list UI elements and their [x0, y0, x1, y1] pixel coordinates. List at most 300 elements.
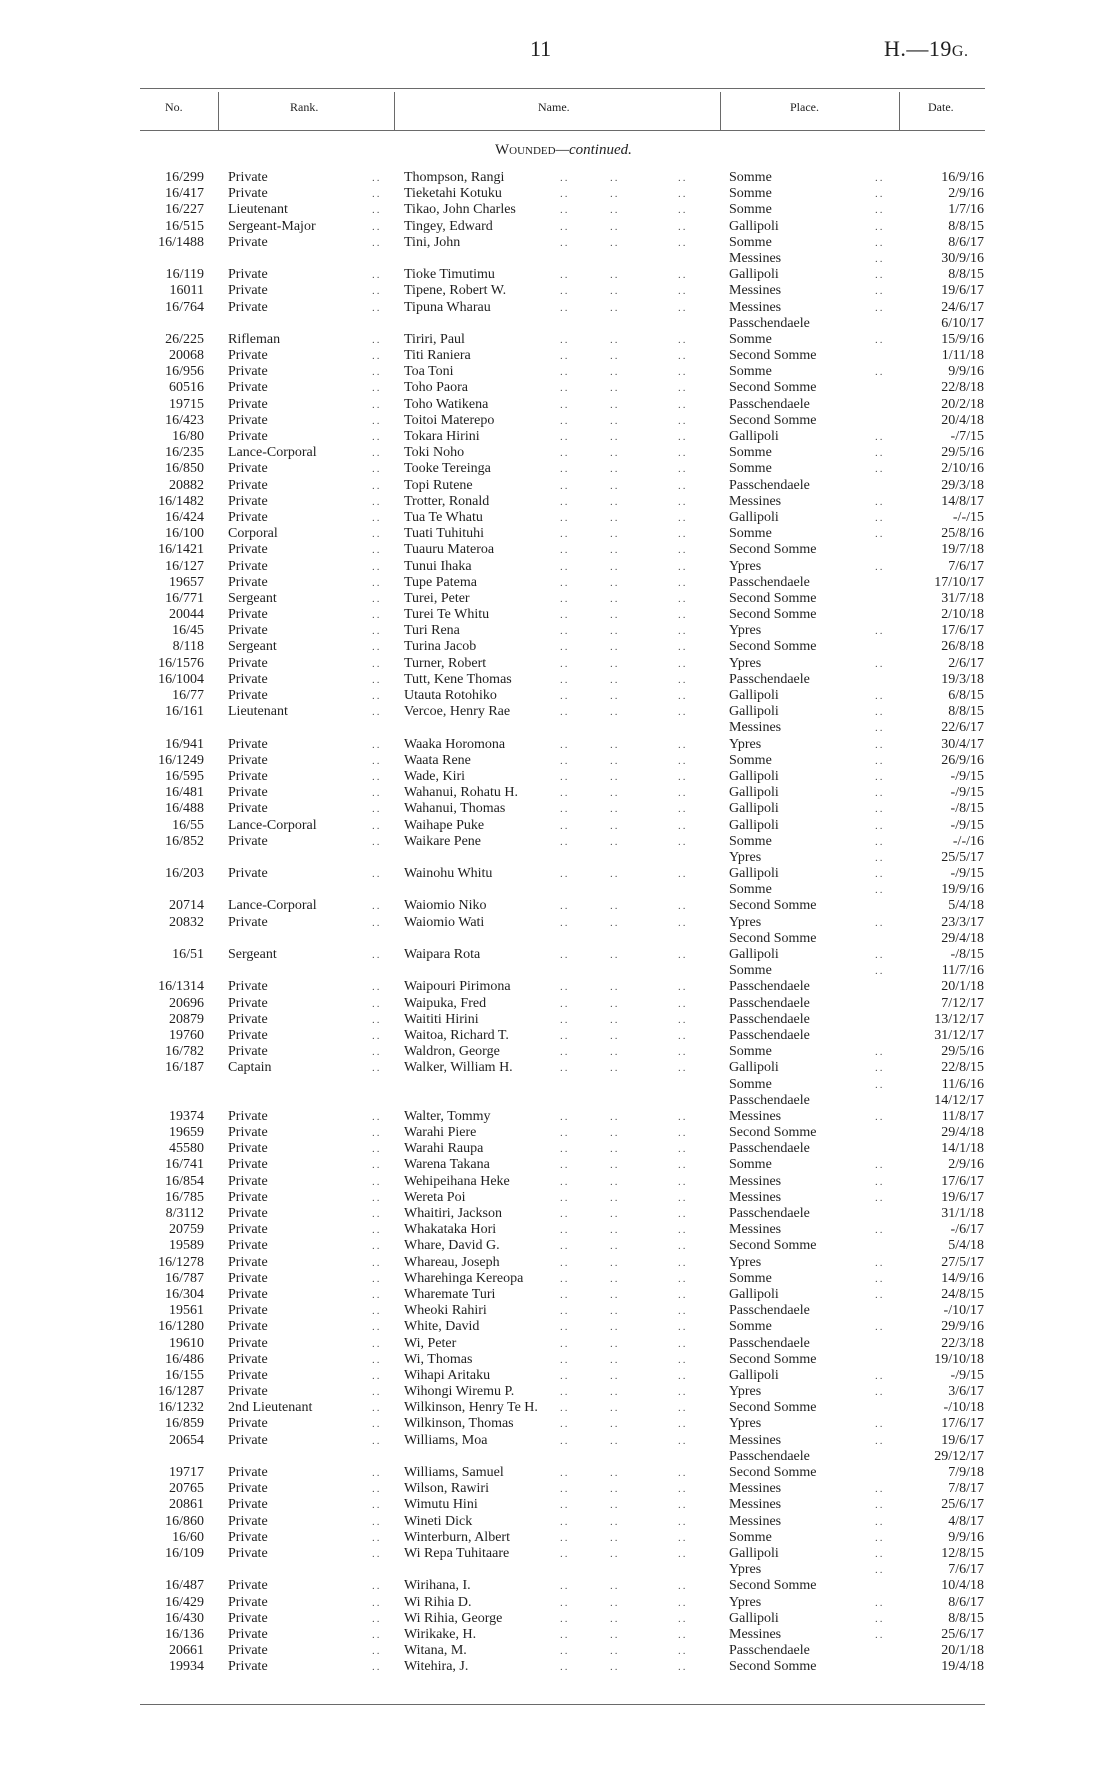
leader-dots: ..	[678, 382, 688, 395]
leader-dots: ..	[678, 1369, 688, 1382]
cell-date: 17/10/17	[934, 574, 984, 590]
cell-rank: Private	[228, 429, 268, 444]
cell-date: 22/3/18	[941, 1335, 984, 1351]
leader-dots: ..	[610, 657, 620, 670]
leader-dots: ..	[678, 1547, 688, 1560]
table-row	[0, 1546, 1114, 1562]
leader-dots: ..	[372, 172, 382, 184]
leader-dots: ..	[875, 285, 885, 298]
leader-dots: ..	[678, 1175, 688, 1188]
cell-rank: Private	[228, 493, 268, 509]
cell-date: 2/6/17	[948, 655, 984, 671]
leader-dots: ..	[610, 641, 620, 654]
leader-dots: ..	[610, 1369, 620, 1382]
cell-place: Messines	[729, 250, 782, 266]
cell-number: 16/481	[165, 785, 204, 801]
leader-dots: ..	[678, 835, 688, 848]
leader-dots: ..	[560, 333, 570, 346]
leader-dots: ..	[875, 1418, 885, 1431]
cell-number: 8/3112	[165, 1206, 204, 1221]
leader-dots: ..	[560, 949, 570, 961]
leader-dots: ..	[372, 1288, 382, 1301]
table-row	[0, 1077, 1114, 1093]
leader-dots: ..	[560, 204, 570, 217]
cell-number: 16/1314	[158, 979, 204, 995]
leader-dots: ..	[678, 1191, 688, 1204]
cell-place: Messines	[729, 1108, 782, 1124]
cell-date: 25/8/16	[941, 526, 984, 542]
leader-dots: ..	[560, 803, 570, 816]
leader-dots: ..	[875, 269, 885, 282]
leader-dots: ..	[372, 803, 382, 816]
header-top-rule	[140, 88, 985, 89]
cell-number: 16/161	[165, 704, 204, 720]
leader-dots: ..	[678, 1240, 688, 1253]
cell-rank: Private	[228, 688, 268, 703]
cell-rank: Rifleman	[228, 331, 281, 347]
leader-dots: ..	[875, 1272, 885, 1285]
cell-rank: Private	[228, 509, 268, 525]
cell-date: 19/9/16	[941, 882, 984, 898]
cell-rank: Private	[228, 461, 268, 477]
leader-dots: ..	[372, 1467, 382, 1479]
cell-place: Somme	[729, 170, 772, 185]
table-row	[0, 1125, 1114, 1141]
cell-rank: Private	[228, 866, 268, 882]
leader-dots: ..	[560, 1062, 570, 1075]
leader-dots: ..	[678, 819, 688, 832]
table-row	[0, 1336, 1114, 1352]
leader-dots: ..	[678, 1531, 688, 1544]
cell-place: Somme	[729, 445, 772, 461]
leader-dots: ..	[560, 285, 570, 298]
leader-dots: ..	[678, 528, 688, 541]
table-row	[0, 704, 1114, 720]
table-row	[0, 1481, 1114, 1497]
cell-place: Gallipoli	[729, 509, 779, 525]
cell-name: Tioke Timutimu	[404, 267, 495, 283]
leader-dots: ..	[678, 1386, 688, 1399]
leader-dots: ..	[875, 1434, 885, 1447]
cell-rank: Private	[228, 267, 268, 283]
leader-dots: ..	[875, 851, 885, 864]
leader-dots: ..	[560, 770, 570, 783]
cell-rank: Private	[228, 283, 268, 299]
leader-dots: ..	[678, 301, 688, 314]
leader-dots: ..	[372, 576, 382, 589]
cell-number: 16/764	[165, 299, 204, 315]
leader-dots: ..	[372, 528, 382, 541]
header-no: No.	[165, 100, 183, 114]
table-row	[0, 882, 1114, 898]
leader-dots: ..	[610, 690, 620, 702]
cell-date: 30/9/16	[941, 250, 984, 266]
page-number: 11	[530, 36, 552, 61]
leader-dots: ..	[372, 301, 382, 314]
cell-place: Ypres	[729, 1254, 762, 1270]
leader-dots: ..	[560, 673, 570, 686]
cell-date: 2/9/16	[948, 1157, 984, 1173]
cell-date: 29/4/18	[941, 930, 984, 946]
cell-place: Passchendaele	[729, 1448, 810, 1464]
cell-place: Ypres	[729, 736, 762, 752]
cell-date: 7/6/17	[948, 1562, 984, 1578]
cell-name: Waititi Hirini	[404, 1011, 479, 1027]
cell-number: 16/771	[165, 590, 204, 606]
cell-rank: Private	[228, 979, 268, 995]
table-row	[0, 461, 1114, 477]
table-row	[0, 1141, 1114, 1157]
leader-dots: ..	[560, 1483, 570, 1496]
cell-place: Passchendaele	[729, 315, 810, 331]
cell-place: Somme	[729, 186, 772, 202]
cell-number: 20879	[169, 1011, 204, 1027]
cell-number: 16/155	[165, 1367, 204, 1383]
leader-dots: ..	[610, 1305, 620, 1318]
leader-dots: ..	[372, 1208, 382, 1220]
cell-name: Tuati Tuhituhi	[404, 526, 485, 542]
cell-date: 3/6/17	[948, 1384, 984, 1400]
cell-date: 19/3/18	[941, 671, 984, 687]
leader-dots: ..	[372, 1143, 382, 1156]
leader-dots: ..	[678, 657, 688, 670]
header-place: Place.	[790, 100, 819, 114]
cell-rank: Lance-Corporal	[228, 817, 317, 833]
cell-number: 19760	[169, 1027, 204, 1043]
leader-dots: ..	[610, 511, 620, 524]
leader-dots: ..	[678, 787, 688, 800]
table-row	[0, 818, 1114, 834]
cell-place: Somme	[729, 963, 772, 979]
cell-name: Waiomio Niko	[404, 898, 487, 914]
leader-dots: ..	[610, 1110, 620, 1123]
leader-dots: ..	[678, 997, 688, 1010]
cell-rank: Private	[228, 396, 268, 412]
leader-dots: ..	[372, 269, 382, 282]
cell-name: Titi Raniera	[404, 348, 471, 364]
cell-name: Wilkinson, Henry Te H.	[404, 1400, 538, 1416]
cell-place: Somme	[729, 882, 772, 898]
leader-dots: ..	[610, 673, 620, 686]
cell-place: Passchendaele	[729, 995, 810, 1011]
leader-dots: ..	[560, 1353, 570, 1366]
leader-dots: ..	[560, 269, 570, 282]
leader-dots: ..	[610, 1661, 620, 1674]
cell-date: -/8/15	[950, 947, 984, 962]
leader-dots: ..	[560, 431, 570, 443]
cell-date: 24/8/15	[941, 1286, 984, 1302]
leader-dots: ..	[610, 1402, 620, 1415]
leader-dots: ..	[372, 1499, 382, 1512]
cell-rank: Private	[228, 1626, 268, 1642]
footer-rule	[140, 1704, 985, 1705]
leader-dots: ..	[678, 1159, 688, 1172]
leader-dots: ..	[875, 1321, 885, 1334]
cell-rank: Sergeant	[228, 590, 277, 606]
cell-rank: Private	[228, 1432, 268, 1448]
cell-name: Warahi Piere	[404, 1125, 477, 1141]
leader-dots: ..	[560, 414, 570, 427]
leader-dots: ..	[610, 1467, 620, 1479]
leader-dots: ..	[560, 1143, 570, 1156]
table-row	[0, 996, 1114, 1012]
leader-dots: ..	[678, 1337, 688, 1350]
leader-dots: ..	[678, 333, 688, 346]
cell-name: Wineti Dick	[404, 1513, 473, 1529]
table-row	[0, 397, 1114, 413]
cell-rank: Private	[228, 1465, 268, 1480]
leader-dots: ..	[560, 1321, 570, 1334]
cell-place: Somme	[729, 1044, 772, 1060]
leader-dots: ..	[875, 1483, 885, 1496]
leader-dots: ..	[610, 1046, 620, 1059]
cell-name: Tikao, John Charles	[404, 202, 516, 218]
table-row	[0, 979, 1114, 995]
cell-number: 16/488	[165, 801, 204, 817]
leader-dots: ..	[610, 916, 620, 929]
table-row	[0, 1093, 1114, 1109]
leader-dots: ..	[610, 1580, 620, 1593]
cell-place: Somme	[729, 234, 772, 250]
leader-dots: ..	[372, 431, 382, 443]
leader-dots: ..	[875, 1159, 885, 1172]
cell-number: 16/941	[165, 736, 204, 752]
leader-dots: ..	[875, 949, 885, 961]
cell-place: Messines	[729, 299, 782, 315]
leader-dots: ..	[372, 1337, 382, 1350]
table-row	[0, 202, 1114, 218]
leader-dots: ..	[610, 1337, 620, 1350]
table-row	[0, 348, 1114, 364]
cell-number: 16/1421	[158, 542, 204, 558]
leader-dots: ..	[610, 382, 620, 395]
leader-dots: ..	[678, 1256, 688, 1269]
cell-number: 19657	[169, 574, 204, 590]
cell-place: Somme	[729, 1529, 772, 1545]
cell-number: 20765	[169, 1481, 204, 1497]
leader-dots: ..	[560, 544, 570, 557]
cell-rank: Private	[228, 1027, 268, 1043]
cell-rank: Private	[228, 1659, 268, 1675]
leader-dots: ..	[678, 673, 688, 686]
cell-place: Gallipoli	[729, 1545, 779, 1561]
cell-date: -/8/15	[950, 801, 984, 817]
leader-dots: ..	[372, 414, 382, 427]
cell-place: Second Somme	[729, 639, 817, 655]
cell-place: Somme	[729, 1270, 772, 1286]
cell-name: Turei Te Whitu	[404, 607, 490, 623]
cell-number: 16/1232	[158, 1400, 204, 1416]
leader-dots: ..	[372, 511, 382, 524]
table-row	[0, 1303, 1114, 1319]
leader-dots: ..	[875, 447, 885, 460]
leader-dots: ..	[678, 366, 688, 379]
document-code-main: H.—19	[884, 36, 952, 61]
cell-rank: Private	[228, 186, 268, 202]
cell-place: Gallipoli	[729, 688, 779, 703]
cell-date: 7/12/17	[941, 995, 984, 1011]
leader-dots: ..	[678, 1661, 688, 1674]
leader-dots: ..	[678, 916, 688, 929]
table-row	[0, 1271, 1114, 1287]
leader-dots: ..	[875, 528, 885, 541]
cell-name: Wheoki Rahiri	[404, 1303, 487, 1319]
leader-dots: ..	[610, 285, 620, 298]
cell-name: Waiomio Wati	[404, 914, 485, 930]
cell-rank: Private	[228, 607, 268, 623]
leader-dots: ..	[875, 803, 885, 816]
cell-place: Second Somme	[729, 1578, 817, 1594]
leader-dots: ..	[875, 722, 885, 735]
leader-dots: ..	[875, 1288, 885, 1301]
cell-name: Tini, John	[404, 234, 461, 250]
leader-dots: ..	[678, 1645, 688, 1658]
leader-dots: ..	[875, 1369, 885, 1382]
leader-dots: ..	[610, 576, 620, 589]
cell-name: Williams, Samuel	[404, 1465, 504, 1480]
leader-dots: ..	[372, 981, 382, 994]
leader-dots: ..	[372, 625, 382, 638]
table-row	[0, 1012, 1114, 1028]
leader-dots: ..	[560, 900, 570, 913]
leader-dots: ..	[610, 787, 620, 800]
leader-dots: ..	[560, 609, 570, 622]
leader-dots: ..	[610, 949, 620, 961]
table-row	[0, 1157, 1114, 1173]
cell-place: Ypres	[729, 655, 762, 671]
cell-number: 16/515	[165, 218, 204, 234]
leader-dots: ..	[560, 366, 570, 379]
leader-dots: ..	[875, 511, 885, 524]
cell-name: Wi, Thomas	[404, 1351, 473, 1367]
cell-number: 16/60	[172, 1529, 204, 1545]
cell-rank: Private	[228, 752, 268, 768]
table-row	[0, 1449, 1114, 1465]
cell-place: Passchendaele	[729, 979, 810, 995]
leader-dots: ..	[560, 350, 570, 363]
cell-rank: Private	[228, 1529, 268, 1545]
leader-dots: ..	[875, 835, 885, 848]
leader-dots: ..	[610, 1143, 620, 1156]
leader-dots: ..	[875, 252, 885, 265]
leader-dots: ..	[610, 900, 620, 913]
cell-date: 17/6/17	[941, 1173, 984, 1189]
cell-rank: Private	[228, 348, 268, 364]
leader-dots: ..	[610, 1175, 620, 1188]
cell-number: 20068	[169, 348, 204, 364]
leader-dots: ..	[372, 835, 382, 848]
cell-number: 16/595	[165, 768, 204, 784]
leader-dots: ..	[610, 803, 620, 816]
cell-name: Topi Rutene	[404, 477, 473, 493]
cell-name: Waipara Rota	[404, 947, 481, 962]
cell-rank: Private	[228, 833, 268, 849]
table-row	[0, 1255, 1114, 1271]
cell-date: 20/1/18	[941, 979, 984, 995]
cell-rank: Sergeant	[228, 639, 277, 655]
leader-dots: ..	[610, 188, 620, 201]
leader-dots: ..	[610, 544, 620, 557]
leader-dots: ..	[678, 1208, 688, 1220]
cell-number: 20882	[169, 477, 204, 493]
cell-rank: Lance-Corporal	[228, 445, 317, 461]
leader-dots: ..	[678, 1272, 688, 1285]
table-row	[0, 1060, 1114, 1076]
table-row	[0, 1627, 1114, 1643]
cell-date: 31/7/18	[941, 590, 984, 606]
cell-number: 19610	[169, 1335, 204, 1351]
leader-dots: ..	[875, 819, 885, 832]
leader-dots: ..	[372, 1127, 382, 1140]
leader-dots: ..	[678, 495, 688, 508]
leader-dots: ..	[875, 657, 885, 670]
cell-date: 7/8/17	[948, 1481, 984, 1497]
leader-dots: ..	[372, 1434, 382, 1447]
leader-dots: ..	[560, 1434, 570, 1447]
leader-dots: ..	[372, 188, 382, 201]
leader-dots: ..	[610, 754, 620, 767]
leader-dots: ..	[678, 350, 688, 363]
table-row	[0, 1530, 1114, 1546]
cell-name: Wahanui, Thomas	[404, 801, 506, 817]
cell-date: 2/9/16	[948, 186, 984, 202]
leader-dots: ..	[678, 1013, 688, 1026]
leader-dots: ..	[875, 770, 885, 783]
table-row	[0, 186, 1114, 202]
leader-dots: ..	[678, 754, 688, 767]
leader-dots: ..	[560, 495, 570, 508]
leader-dots: ..	[610, 269, 620, 282]
header-divider-3	[720, 92, 721, 130]
table-row	[0, 639, 1114, 655]
leader-dots: ..	[372, 1580, 382, 1593]
cell-date: 8/8/15	[948, 218, 984, 234]
cell-date: 29/9/16	[941, 1319, 984, 1335]
leader-dots: ..	[875, 1547, 885, 1560]
leader-dots: ..	[678, 236, 688, 249]
leader-dots: ..	[678, 1062, 688, 1075]
cell-date: 13/12/17	[934, 1011, 984, 1027]
leader-dots: ..	[678, 981, 688, 994]
leader-dots: ..	[560, 1159, 570, 1172]
leader-dots: ..	[372, 819, 382, 832]
cell-place: Somme	[729, 833, 772, 849]
cell-rank: Private	[228, 558, 268, 574]
leader-dots: ..	[610, 1418, 620, 1431]
leader-dots: ..	[372, 204, 382, 217]
cell-date: 17/6/17	[941, 1416, 984, 1432]
leader-dots: ..	[875, 495, 885, 508]
cell-number: 16/782	[165, 1044, 204, 1060]
cell-number: 16/51	[172, 947, 204, 962]
leader-dots: ..	[610, 447, 620, 460]
table-row	[0, 785, 1114, 801]
cell-date: 22/8/15	[941, 1060, 984, 1076]
leader-dots: ..	[372, 997, 382, 1010]
leader-dots: ..	[875, 884, 885, 897]
cell-place: Somme	[729, 364, 772, 380]
leader-dots: ..	[560, 1240, 570, 1253]
cell-name: Waitoa, Richard T.	[404, 1027, 509, 1043]
leader-dots: ..	[560, 1224, 570, 1237]
leader-dots: ..	[875, 172, 885, 184]
cell-number: 16/100	[165, 526, 204, 542]
table-row	[0, 575, 1114, 591]
cell-number: 16/417	[165, 186, 204, 202]
cell-place: Second Somme	[729, 1400, 817, 1416]
cell-name: Toitoi Materepo	[404, 412, 495, 428]
cell-date: 25/5/17	[941, 849, 984, 865]
